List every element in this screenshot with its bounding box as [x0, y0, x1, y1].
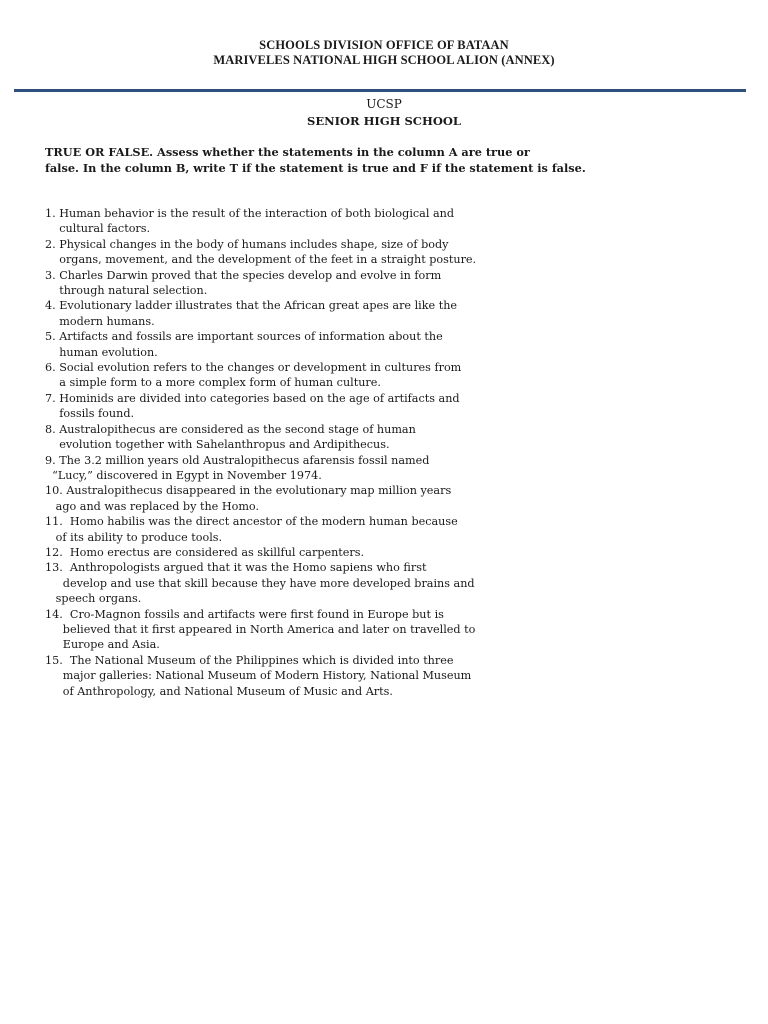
- statement-line: Europe and Asia.: [45, 638, 160, 652]
- statement-line: believed that it first appeared in North America and later on travelled to: [45, 622, 476, 636]
- statement-line: 2. Physical changes in the body of humans includes shape, size of body: [45, 237, 449, 251]
- statement-line: 11. Homo habilis was the direct ancestor of the modern human because: [45, 515, 458, 529]
- document-header: [0, 38, 768, 68]
- statement-line: 7. Hominids are divided into categories based on the age of artifacts and: [45, 391, 460, 405]
- statement-line: 9. The 3.2 million years old Australopithecus afarensis fossil named: [45, 453, 430, 467]
- statement-line: “Lucy,” discovered in Egypt in November 1974.: [45, 468, 322, 482]
- statement-list: [45, 206, 645, 699]
- statement-line: human evolution.: [45, 345, 158, 359]
- statement-item-11: [45, 514, 645, 545]
- statement-item-2: [45, 237, 645, 268]
- statement-line: 14. Cro-Magnon fossils and artifacts were first found in Europe but is: [45, 607, 444, 621]
- statement-item-13: [45, 560, 645, 606]
- statement-item-12: [45, 545, 645, 560]
- statement-line: 6. Social evolution refers to the changes or development in cultures from: [45, 361, 462, 375]
- instructions-line-2: false. In the column B, write T if the statement is true and F if the statement is false.: [45, 161, 586, 175]
- statement-item-4: [45, 298, 645, 329]
- statement-item-7: [45, 391, 645, 422]
- header-divider: [14, 89, 746, 92]
- statement-line: through natural selection.: [45, 284, 208, 298]
- statement-line: 3. Charles Darwin proved that the species develop and evolve in form: [45, 268, 442, 282]
- statement-line: 1. Human behavior is the result of the interaction of both biological and: [45, 207, 455, 220]
- statement-line: 13. Anthropologists argued that it was the Homo sapiens who first: [45, 561, 427, 575]
- statement-line: a simple form to a more complex form of human culture.: [45, 376, 381, 390]
- statement-line: major galleries: National Museum of Modern History, National Museum: [45, 669, 472, 683]
- statement-line: of its ability to produce tools.: [45, 530, 223, 544]
- instructions-line-1: TRUE OR FALSE. Assess whether the statements in the column A are true or: [45, 145, 530, 159]
- statement-line: of Anthropology, and National Museum of Music and Arts.: [45, 684, 393, 698]
- grade-level: SENIOR HIGH SCHOOL: [307, 114, 461, 128]
- statement-item-6: [45, 360, 645, 391]
- statement-line: cultural factors.: [45, 222, 151, 236]
- division-office-title: SCHOOLS DIVISION OFFICE OF BATAAN: [259, 38, 509, 52]
- statement-line: 5. Artifacts and fossils are important sources of information about the: [45, 330, 443, 344]
- statement-line: 10. Australopithecus disappeared in the evolutionary map million years: [45, 484, 452, 498]
- statement-line: modern humans.: [45, 314, 155, 328]
- statement-line: speech organs.: [45, 592, 142, 606]
- subject-code: UCSP: [366, 97, 402, 111]
- statement-item-15: [45, 653, 645, 699]
- statement-item-10: [45, 483, 645, 514]
- statement-item-3: [45, 268, 645, 299]
- statement-item-14: [45, 607, 645, 653]
- statement-line: 4. Evolutionary ladder illustrates that the African great apes are like the: [45, 299, 458, 313]
- statement-line: 12. Homo erectus are considered as skillful carpenters.: [45, 545, 365, 559]
- statement-item-8: [45, 422, 645, 453]
- statement-item-9: [45, 453, 645, 484]
- statement-line: fossils found.: [45, 407, 135, 421]
- statement-line: develop and use that skill because they have more developed brains and: [45, 576, 475, 590]
- statement-line: 15. The National Museum of the Philippines which is divided into three: [45, 653, 454, 667]
- statement-line: 8. Australopithecus are considered as the second stage of human: [45, 422, 416, 436]
- statement-line: ago and was replaced by the Homo.: [45, 499, 260, 513]
- statement-line: organs, movement, and the development of the feet in a straight posture.: [45, 253, 477, 267]
- statement-item-5: [45, 329, 645, 360]
- statement-item-1: [45, 206, 645, 237]
- instructions: [45, 144, 745, 176]
- statement-line: evolution together with Sahelanthropus and Ardipithecus.: [45, 438, 390, 452]
- school-name: MARIVELES NATIONAL HIGH SCHOOL ALION (ANNEX): [213, 53, 555, 67]
